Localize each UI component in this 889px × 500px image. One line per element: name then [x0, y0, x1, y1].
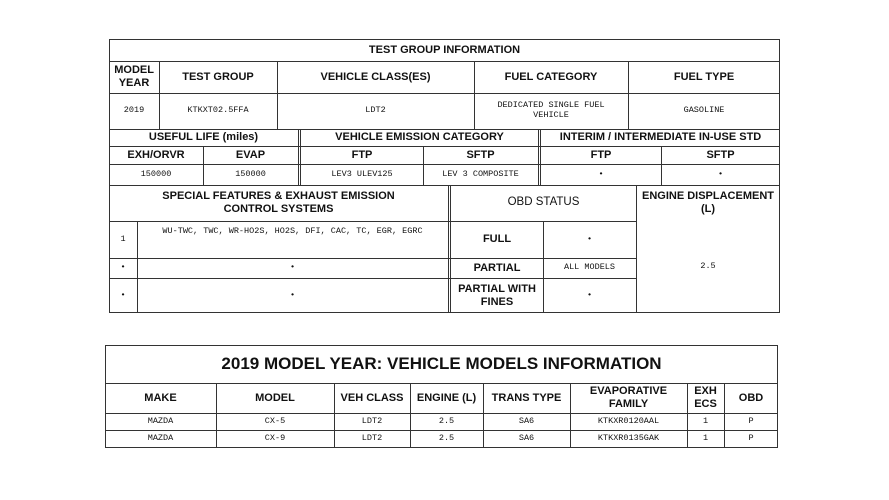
emission-sftp-value: LEV 3 COMPOSITE: [442, 168, 519, 179]
special-features-row-value: •: [289, 262, 296, 273]
cell-trans-type: SA6: [518, 415, 535, 426]
fuel-type-value: GASOLINE: [683, 105, 725, 116]
cell-model: CX-5: [264, 415, 286, 426]
interim-std-title: INTERIM / INTERMEDIATE IN-USE STD: [559, 131, 762, 144]
exh-orvr-value: 150000: [140, 168, 172, 179]
fuel-category-value: DEDICATED SINGLE FUEL VEHICLE: [497, 100, 605, 120]
obd-status-title: OBD STATUS: [507, 196, 580, 209]
column-header-veh-class: VEH CLASS: [340, 391, 404, 404]
special-features-title: SPECIAL FEATURES & EXHAUST EMISSION CONTROL SYSTEMS: [162, 190, 395, 215]
special-features-row-num: •: [120, 289, 126, 300]
emission-category-title: VEHICLE EMISSION CATEGORY: [335, 131, 504, 144]
special-features-row-num: •: [120, 262, 126, 273]
table-row: [105, 430, 778, 447]
cell-evap-family: KTKXR0135GAK: [597, 432, 660, 443]
fuel-category-header: FUEL CATEGORY: [504, 70, 598, 83]
cell-make: MAZDA: [147, 432, 174, 443]
test-group-value: KTKXT02.5FFA: [187, 105, 249, 116]
column-header-engine: ENGINE (L): [416, 391, 477, 404]
interim-sftp-value: •: [717, 168, 724, 179]
test-group-header: TEST GROUP: [182, 70, 254, 83]
exh-orvr-label: EXH/ORVR: [127, 148, 185, 161]
evap-value: 150000: [235, 168, 266, 179]
column-header-model: MODEL: [255, 391, 295, 404]
model-year-header: MODEL YEAR: [114, 64, 154, 89]
cell-engine: 2.5: [438, 432, 455, 443]
column-header-make: MAKE: [144, 391, 177, 404]
vehicle-classes-value: LDT2: [365, 105, 386, 116]
model-year-value: 2019: [123, 105, 145, 116]
useful-life-title: USEFUL LIFE (miles): [148, 131, 259, 144]
test-group-title: TEST GROUP INFORMATION: [368, 43, 521, 56]
cell-exh-ecs: 1: [702, 432, 709, 443]
obd-partial-fines-label: PARTIAL WITH FINES: [458, 282, 536, 308]
interim-ftp-value: •: [598, 168, 604, 179]
cell-trans-type: SA6: [518, 432, 535, 443]
models-table-title: 2019 MODEL YEAR: VEHICLE MODELS INFORMATION: [221, 354, 662, 374]
special-features-row-value: •: [289, 289, 296, 300]
cell-obd: P: [748, 432, 754, 443]
special-features-row-value: WU-TWC, TWC, WR-HO2S, HO2S, DFI, CAC, TC, EGR, EGRC: [162, 226, 423, 236]
column-header-trans-type: TRANS TYPE: [491, 391, 562, 404]
cell-engine: 2.5: [438, 415, 455, 426]
obd-partial-fines-value: •: [586, 289, 593, 300]
column-header-obd: OBD: [738, 391, 764, 404]
fuel-type-header: FUEL TYPE: [673, 70, 735, 83]
emission-ftp-value: LEV3 ULEV125: [331, 168, 393, 179]
interim-sftp-label: SFTP: [706, 148, 735, 161]
interim-ftp-label: FTP: [590, 148, 612, 161]
column-header-exh-ecs: EXH ECS: [694, 385, 717, 410]
obd-partial-value: ALL MODELS: [563, 262, 615, 273]
evap-label: EVAP: [235, 148, 266, 161]
cell-veh-class: LDT2: [361, 432, 383, 443]
column-header-evap-family: EVAPORATIVE FAMILY: [589, 385, 668, 410]
cell-evap-family: KTKXR0120AAL: [597, 415, 660, 426]
obd-full-value: •: [586, 233, 593, 244]
emission-ftp-label: FTP: [351, 148, 373, 161]
cell-exh-ecs: 1: [702, 415, 709, 426]
engine-displacement-value: 2.5: [700, 261, 716, 272]
engine-displacement-title: ENGINE DISPLACEMENT (L): [641, 190, 774, 215]
emission-sftp-label: SFTP: [466, 148, 495, 161]
cell-make: MAZDA: [147, 415, 174, 426]
cell-veh-class: LDT2: [361, 415, 383, 426]
special-features-row-num: 1: [120, 233, 126, 244]
obd-partial-label: PARTIAL: [473, 261, 521, 274]
obd-full-label: FULL: [482, 233, 512, 246]
cell-obd: P: [748, 415, 754, 426]
table-row: [105, 413, 778, 430]
cell-model: CX-9: [264, 432, 286, 443]
vehicle-classes-header: VEHICLE CLASS(ES): [320, 70, 431, 83]
